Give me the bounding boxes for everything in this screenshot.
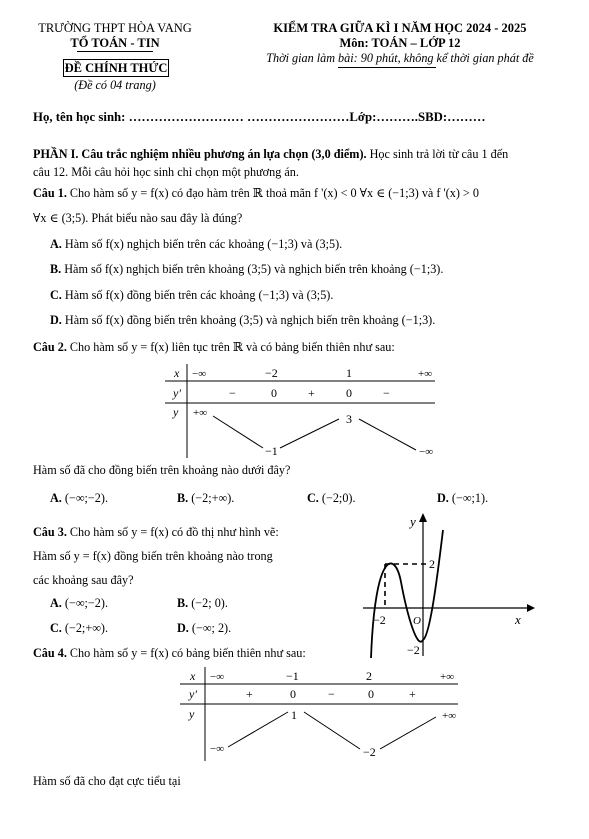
q4-arrow-up: [228, 712, 288, 747]
q2-option-b[interactable]: [177, 491, 234, 506]
q3-option-a-text: (−∞;−2).: [61, 596, 108, 610]
q1-option-a[interactable]: [50, 237, 342, 252]
y-axis-label: y: [410, 514, 416, 529]
q2-y-label: y: [173, 405, 179, 419]
q2-option-d[interactable]: [437, 491, 488, 506]
function-curve: [371, 530, 443, 658]
q2-x-val: −2: [265, 366, 278, 380]
q2-question: Hàm số đã cho đồng biến trên khoảng nào dưới đây?: [33, 463, 291, 477]
q4-x-val: −∞: [210, 671, 225, 683]
time-underline: [338, 67, 436, 68]
q2-option-c-key: C.: [307, 491, 319, 505]
q2-option-a[interactable]: [50, 491, 108, 506]
q3-stem-line3: các khoảng sau đây?: [33, 573, 134, 587]
q1-option-a-text: Hàm số f(x) nghịch biến trên các khoảng (−1;3) và (3;5).: [61, 237, 343, 251]
q4-y-label: y: [189, 707, 195, 721]
q4-x-val: +∞: [440, 671, 455, 683]
y-tick-neg2: −2: [407, 643, 420, 657]
q2-yp-label: y': [173, 386, 181, 400]
q2-yp-sign: 0: [346, 386, 352, 400]
q1-option-d-text: Hàm số f(x) đồng biến trên khoảng (3;5) và nghịch biến trên khoảng (−1;3).: [61, 313, 436, 327]
q3-function-graph: [355, 510, 545, 660]
q1-option-d-key: D.: [50, 313, 62, 327]
q1-option-c-key: C.: [50, 288, 62, 302]
q2-option-a-text: (−∞;−2).: [61, 491, 108, 505]
q2-yp-sign: −: [383, 386, 390, 400]
q2-text: Cho hàm số y = f(x) liên tục trên ℝ và có bảng biến thiên như sau:: [66, 340, 395, 354]
q3-option-c-text: (−2;+∞).: [61, 621, 108, 635]
q3-option-b-text: (−2; 0).: [188, 596, 228, 610]
q3-option-b-key: B.: [177, 596, 189, 610]
q1-stem-line2: ∀x ∈ (3;5). Phát biểu nào sau đây là đúng?: [33, 211, 243, 225]
q4-yp-label: y': [189, 687, 197, 701]
q3-text: Cho hàm số y = f(x) có đồ thị như hình vẽ:: [66, 525, 279, 539]
exam-title: KIỂM TRA GIỮA KÌ I NĂM HỌC 2024 - 2025: [273, 21, 527, 35]
q4-y-min: −2: [363, 745, 376, 759]
q4-arrow-up: [380, 717, 436, 749]
part1-intro-line2: câu 12. Mỗi câu hỏi học sinh chỉ chọn một phương án.: [33, 165, 299, 179]
x-axis-arrow-icon: [527, 604, 535, 612]
q3-option-d-text: (−∞; 2).: [188, 621, 232, 635]
q4-y-start: −∞: [210, 743, 225, 755]
department-underline: [77, 51, 153, 52]
q2-x-val: 1: [346, 366, 352, 380]
x-axis-label: x: [515, 612, 521, 627]
q1-option-b-text: Hàm số f(x) nghịch biến trên khoảng (3;5) và nghịch biến trên khoảng (−1;3).: [61, 262, 444, 276]
q1-label: Câu 1.: [33, 186, 67, 200]
q1-option-d[interactable]: [50, 313, 435, 328]
q4-y-max: 1: [291, 708, 297, 722]
q2-x-label: x: [174, 366, 180, 380]
y-tick-2: 2: [429, 557, 435, 571]
q2-y-max: 3: [346, 412, 352, 426]
q2-option-b-text: (−2;+∞).: [188, 491, 235, 505]
q4-yp-sign: +: [246, 687, 253, 701]
q1-option-c-text: Hàm số f(x) đồng biến trên các khoảng (−1;3) và (3;5).: [61, 288, 334, 302]
q2-option-d-text: (−∞;1).: [448, 491, 489, 505]
q4-y-end: +∞: [442, 710, 457, 722]
part1-heading: PHẦN I. Câu trắc nghiệm nhiều phương án lựa chọn (3,0 điểm).: [33, 147, 367, 161]
q1-option-c[interactable]: [50, 288, 333, 303]
y-axis-arrow-icon: [419, 513, 427, 522]
q3-option-c[interactable]: [50, 621, 108, 636]
q2-option-a-key: A.: [50, 491, 62, 505]
q2-arrow-up: [280, 419, 339, 448]
q3-label: Câu 3.: [33, 525, 67, 539]
subject: Môn: TOÁN – LỚP 12: [339, 36, 461, 50]
q2-yp-sign: −: [229, 386, 236, 400]
q4-variation-table: [180, 667, 462, 763]
q2-yp-sign: 0: [271, 386, 277, 400]
q3-stem: [33, 524, 353, 541]
q3-option-c-key: C.: [50, 621, 62, 635]
q1-stem: [33, 185, 559, 202]
q4-yp-sign: −: [328, 687, 335, 701]
q2-y-end: −∞: [419, 446, 434, 458]
official-label: ĐỀ CHÍNH THỨC: [64, 61, 168, 75]
q2-variation-table: [165, 364, 440, 460]
q2-yp-sign: +: [308, 386, 315, 400]
q2-x-val: −∞: [192, 368, 207, 380]
q2-arrow-down: [359, 419, 416, 450]
department-name: TỔ TOÁN - TIN: [70, 36, 160, 50]
q3-stem-line2: Hàm số y = f(x) đồng biến trên khoảng nào trong: [33, 549, 273, 563]
q3-option-d-key: D.: [177, 621, 189, 635]
q3-option-b[interactable]: [177, 596, 228, 611]
q2-option-c[interactable]: [307, 491, 356, 506]
q1-option-b[interactable]: [50, 262, 443, 277]
q4-question: Hàm số đã cho đạt cực tiểu tại: [33, 774, 181, 788]
school-name: TRƯỜNG THPT HÒA VANG: [38, 21, 192, 35]
q3-option-d[interactable]: [177, 621, 231, 636]
q2-x-val: +∞: [418, 368, 433, 380]
q1-option-b-key: B.: [50, 262, 62, 276]
q2-y-start: +∞: [193, 407, 208, 419]
q4-yp-sign: 0: [290, 687, 296, 701]
time-note: Thời gian làm bài: 90 phút, không kể thời gian phát đề: [266, 51, 534, 65]
q4-x-val: 2: [366, 669, 372, 683]
q4-arrow-down: [304, 712, 360, 749]
q2-option-c-text: (−2;0).: [318, 491, 356, 505]
q2-y-min: −1: [265, 444, 278, 458]
q2-option-b-key: B.: [177, 491, 189, 505]
q3-option-a[interactable]: [50, 596, 108, 611]
x-tick-neg2: −2: [373, 613, 386, 627]
q2-arrow-down: [213, 416, 263, 448]
q1-text: Cho hàm số y = f(x) có đạo hàm trên ℝ thoả mãn f '(x) < 0 ∀x ∈ (−1;3) và f '(x) > 0: [66, 186, 479, 200]
q2-option-d-key: D.: [437, 491, 449, 505]
q2-label: Câu 2.: [33, 340, 67, 354]
origin-label: O: [413, 615, 421, 627]
q4-label: Câu 4.: [33, 646, 67, 660]
q4-x-val: −1: [286, 669, 299, 683]
q4-x-label: x: [190, 669, 196, 683]
q4-stem: [33, 645, 559, 662]
q4-yp-sign: +: [409, 687, 416, 701]
pages-note: (Đề có 04 trang): [74, 78, 156, 92]
q2-stem: [33, 339, 559, 356]
q4-text: Cho hàm số y = f(x) có bảng biến thiên như sau:: [66, 646, 306, 660]
q4-yp-sign: 0: [368, 687, 374, 701]
part1-intro: [33, 146, 559, 163]
q3-option-a-key: A.: [50, 596, 62, 610]
q1-option-a-key: A.: [50, 237, 62, 251]
student-info-line: Họ, tên học sinh: ……………………… ……………………Lớp:……….SBD:………: [33, 110, 486, 124]
part1-intro-text: Học sinh trả lời từ câu 1 đến: [366, 147, 509, 161]
